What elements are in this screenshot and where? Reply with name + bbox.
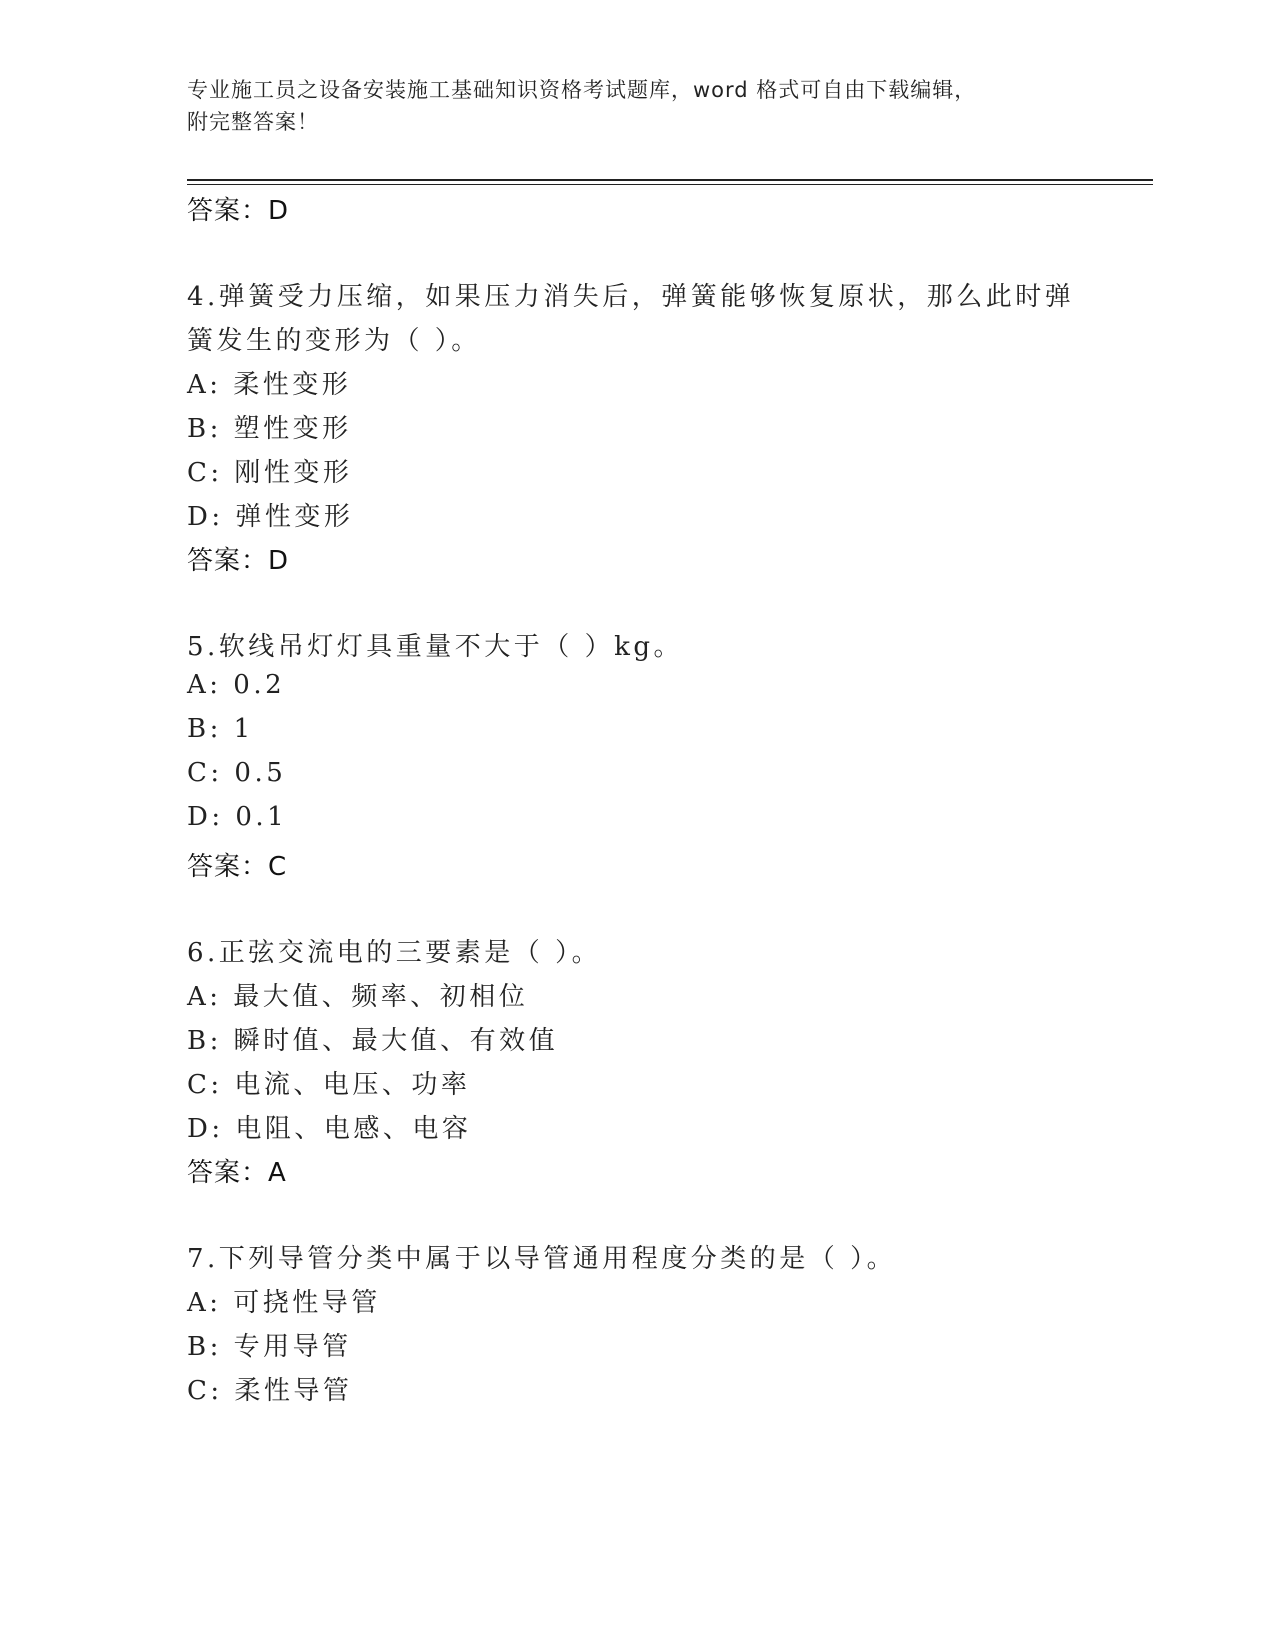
header-divider: [187, 179, 1153, 181]
document-header: [187, 74, 1087, 138]
question-5-option-b: B: 1: [187, 714, 254, 744]
header-line-2: 附完整答案！: [187, 110, 319, 134]
answer-previous: 答案：D: [187, 196, 290, 226]
question-5-option-d: D: 0.1: [187, 802, 288, 832]
question-4-stem-line-1: 4.弹簧受力压缩，如果压力消失后，弹簧能够恢复原状，那么此时弹: [187, 282, 1075, 312]
question-4-option-b: B: 塑性变形: [187, 414, 352, 444]
question-7-option-a: A: 可挠性导管: [187, 1288, 381, 1318]
question-7-option-b: B: 专用导管: [187, 1332, 352, 1362]
question-4-option-c: C: 刚性变形: [187, 458, 353, 488]
header-line-1: 专业施工员之设备安装施工基础知识资格考试题库，word 格式可自由下载编辑，: [187, 78, 977, 102]
question-6-stem: 6.正弦交流电的三要素是（ ）。: [187, 938, 602, 968]
question-6-option-a: A: 最大值、频率、初相位: [187, 982, 529, 1012]
header-divider-thin: [187, 184, 1153, 185]
question-5-option-c: C: 0.5: [187, 758, 287, 788]
question-6-option-c: C: 电流、电压、功率: [187, 1070, 471, 1100]
question-5-stem: 5.软线吊灯灯具重量不大于（ ）kg。: [187, 632, 683, 662]
question-6-option-b: B: 瞬时值、最大值、有效值: [187, 1026, 559, 1056]
question-6-answer: 答案：A: [187, 1158, 287, 1188]
question-4-option-a: A: 柔性变形: [187, 370, 352, 400]
question-7-option-c: C: 柔性导管: [187, 1376, 353, 1406]
question-7-stem: 7.下列导管分类中属于以导管通用程度分类的是（ ）。: [187, 1244, 897, 1274]
question-6-option-d: D: 电阻、电感、电容: [187, 1114, 472, 1144]
question-4-stem-line-2: 簧发生的变形为（ ）。: [187, 326, 481, 356]
question-5-option-a: A: 0.2: [187, 670, 286, 700]
question-4-answer: 答案：D: [187, 546, 290, 576]
question-5-answer: 答案：C: [187, 852, 288, 882]
question-4-option-d: D: 弹性变形: [187, 502, 354, 532]
